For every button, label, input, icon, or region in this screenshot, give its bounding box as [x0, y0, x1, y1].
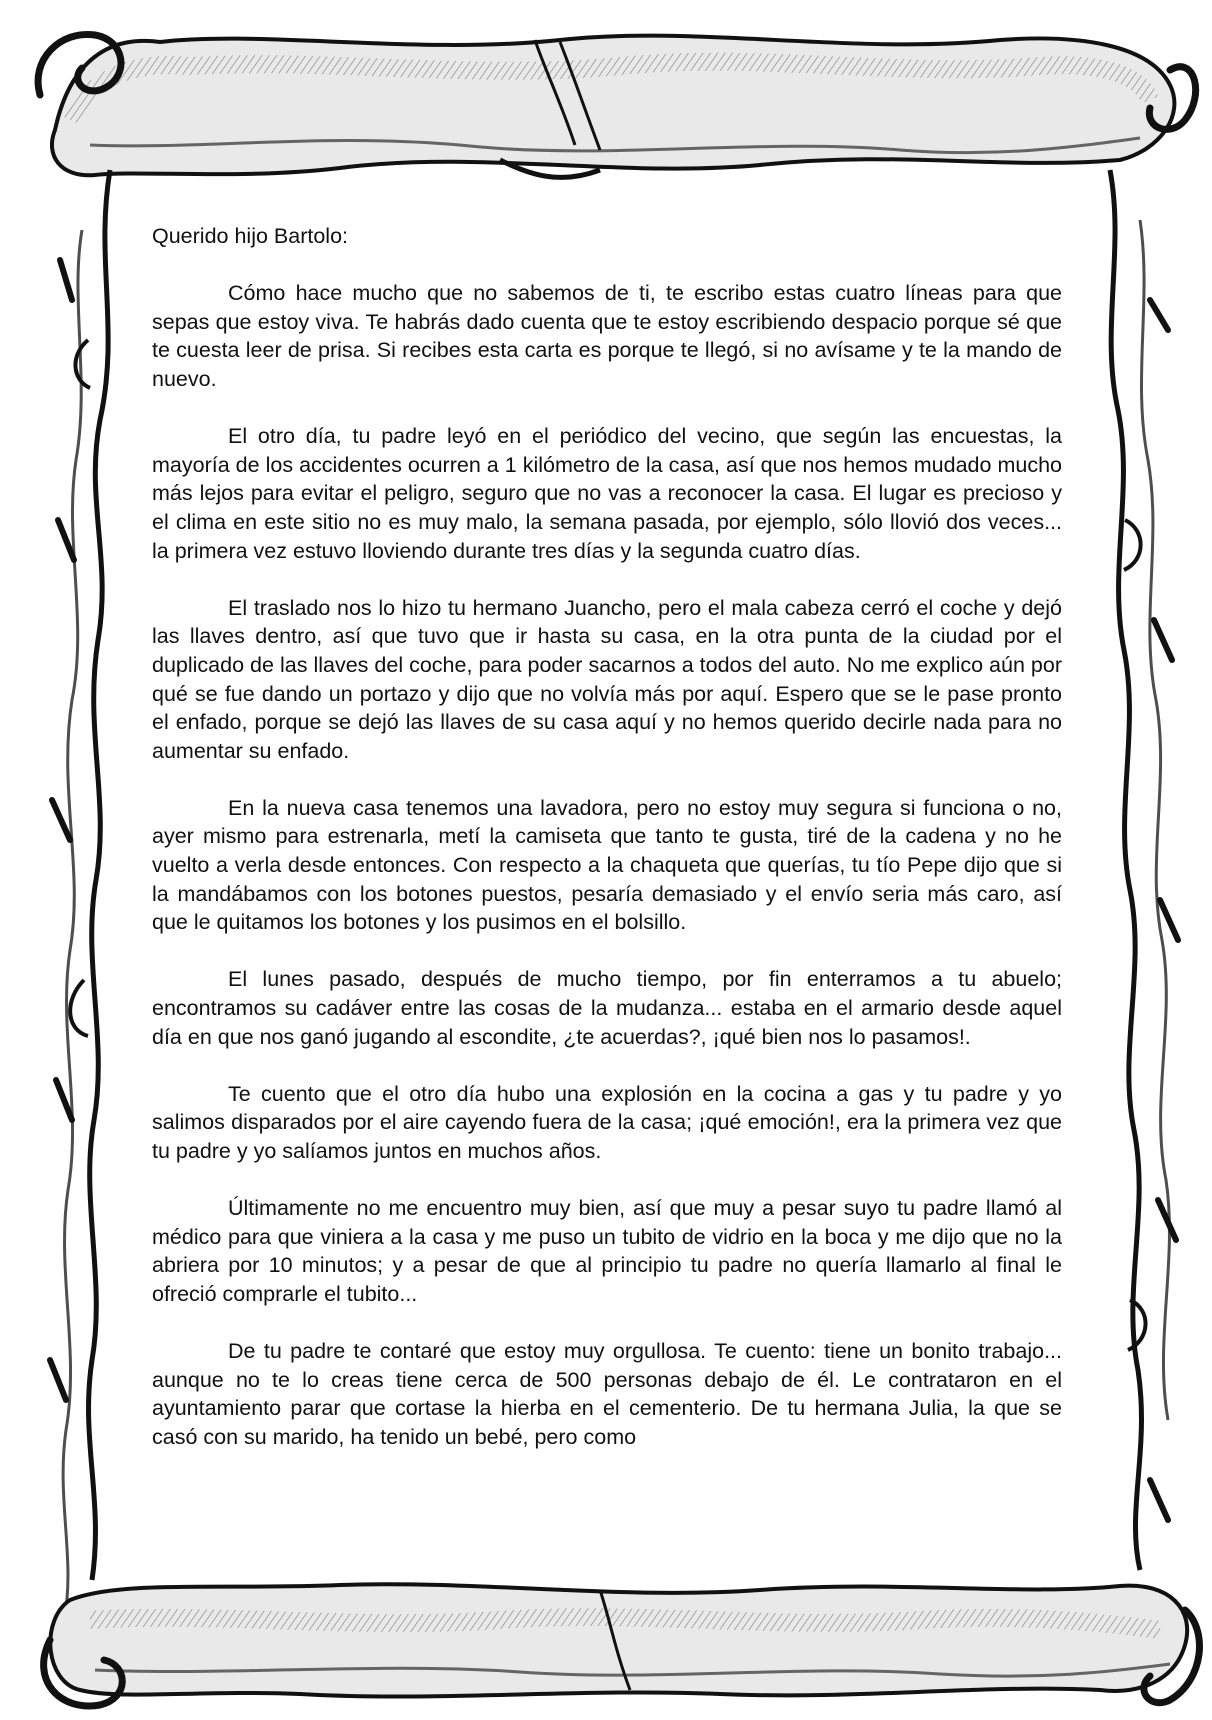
letter-body: [152, 222, 1062, 1452]
letter-paragraph: El lunes pasado, después de mucho tiempo, por fin enterramos a tu abuelo; encontramos su cadáver entre las cosas de la mudanza... estaba en el armario desde aquel día en que nos ganó jugando al escondite, ¿te acuerdas?, ¡qué bien nos lo pasamos!.: [152, 967, 1062, 1049]
letter-paragraph: Te cuento que el otro día hubo una explosión en la cocina a gas y tu padre y yo salimos disparados por el aire cayendo fuera de la casa; ¡qué emoción!, era la primera vez que tu padre y yo salíamos juntos en muchos años.: [152, 1081, 1062, 1163]
letter-paragraph: Últimamente no me encuentro muy bien, así que muy a pesar suyo tu padre llamó al médico para que viniera a la casa y me puso un tubito de vidrio en la boca y me dijo que no la abriera por 10 minutos; y a pesar de que al principio tu padre no quería llamarlo al final le ofreció comprarle el tubito...: [152, 1196, 1062, 1306]
right-scroll-edge: [1110, 170, 1178, 1570]
left-scroll-edge: [50, 170, 110, 1620]
top-scroll-roll: [38, 34, 1196, 177]
letter-paragraph: Cómo hace mucho que no sabemos de ti, te escribo estas cuatro líneas para que sepas que estoy viva. Te habrás dado cuenta que te estoy escribiendo despacio porque sé que te cuesta leer de prisa. Si recibes esta carta es porque te llegó, si no avísame y te la mando de nuevo.: [152, 281, 1062, 391]
letter-paragraph: En la nueva casa tenemos una lavadora, pero no estoy muy segura si funciona o no, ayer mismo para estrenarla, metí la camiseta que tanto te gusta, tiré de la cadena y no he vuelto a verla desde entonces. Con respecto a la chaqueta que querías, tu tío Pepe dijo que si la mandábamos con los botones puestos, pesaría demasiado y el envío seria más caro, así que le quitamos los botones y los pusimos en el bolsillo.: [152, 795, 1062, 935]
bottom-scroll-roll: [44, 1584, 1200, 1706]
letter-salutation: Querido hijo Bartolo:: [152, 224, 348, 248]
letter-paragraph: De tu padre te contaré que estoy muy orgullosa. Te cuento: tiene un bonito trabajo... aunque no te lo creas tiene cerca de 500 personas debajo de él. Le contrataron en el ayuntamiento parar que cortase la hierba en el cementerio. De tu hermana Julia, la que se casó con su marido, ha tenido un bebé, pero como: [152, 1339, 1062, 1449]
letter-paragraph: El traslado nos lo hizo tu hermano Juancho, pero el mala cabeza cerró el coche y dejó las llaves dentro, así que tuvo que ir hasta su casa, en la otra punta de la ciudad por el duplicado de las llaves del coche, para poder sacarnos a todos del auto. No me explico aún por qué se fue dando un portazo y dijo que no volvía más por aquí. Espero que se le pase pronto el enfado, porque se dejó las llaves de su casa aquí y no hemos querido decirle nada para no aumentar su enfado.: [152, 595, 1062, 763]
letter-paragraph: El otro día, tu padre leyó en el periódico del vecino, que según las encuestas, la mayoría de los accidentes ocurren a 1 kilómetro de la casa, así que nos hemos mudado mucho más lejos para evitar el peligro, seguro que no vas a reconocer la casa. El lugar es precioso y el clima en este sitio no es muy malo, la semana pasada, por ejemplo, sólo llovió dos veces... la primera vez estuvo lloviendo durante tres días y la segunda cuatro días.: [152, 424, 1062, 563]
